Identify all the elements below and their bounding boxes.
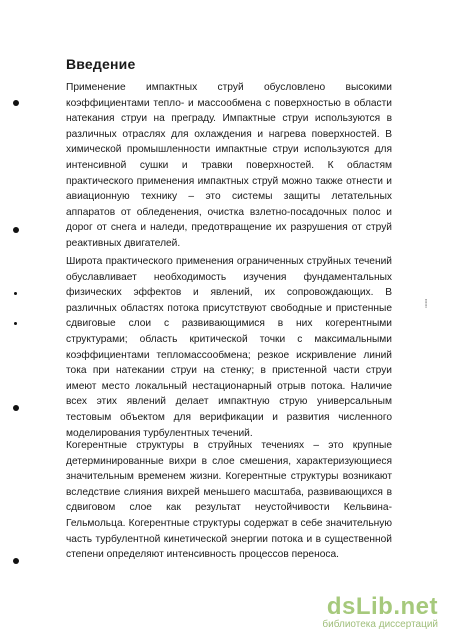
binder-hole-dot xyxy=(13,227,19,233)
paragraph-1: Применение импактных струй обусловлено высокими коэффициентами тепло- и массообмена с поверхностью в области натекания струи на преграду. Импактные струи используются в различных отраслях для охлаждения и нагрева поверхностей. В химической промышленности импактные струи используются для интенсивной сушки и травки поверхностей. К областям практического применения импактных струй можно также отнести и авиационную технику – это системы защиты летательных аппаратов от обледенения, очистка взлетно-посадочных полос и дорог от снега и наледи, предотвращение их разрушения от струй реактивных двигателей. xyxy=(66,82,392,249)
scan-speck-mark: ⸽ xyxy=(425,299,428,308)
watermark-logo: dsLib.net xyxy=(326,593,438,620)
paragraph-3: Когерентные структуры в струйных течениях – это крупные детерминированные вихри в слое смешения, характеризующиеся значительным временем жизни. Когерентные структуры возникают вследствие слияния вихрей меньшего масштаба, развивающихся в сдвиговом слое как результат неустойчивости Кельвина-Гельмольца. Когерентные структуры содержат в себе значительную часть турбулентной кинетической энергии потока и в существенной степени определяют интенсивность процессов переноса. xyxy=(66,440,392,561)
binder-hole-dot xyxy=(13,558,19,564)
watermark-subtitle: библиотека диссертаций xyxy=(322,619,438,630)
binder-hole-dot xyxy=(13,100,19,106)
binder-hole-dot xyxy=(13,405,19,411)
paragraph-2: Широта практического применения ограниченных струйных течений обуславливает необходимость изучения фундаментальных физических эффектов и явлений, их сопровождающих. В различных областях потока присутствуют свободные и пристенные сдвиговые слои с развивающимися в них когерентными структурами; область критической точки с максимальными коэффициентами тепломассообмена; резкое искривление линий тока при натекании струи на стенку; в пристенной части струи имеют место локальный нестационарный отрыв потока. Наличие всех этих явлений делает импактную струю универсальным тестовым объектом для верификации и развития численного моделирования турбулентных течений. xyxy=(66,256,392,439)
binder-hole-dot xyxy=(14,292,17,295)
binder-hole-dot xyxy=(14,322,17,325)
section-heading: Введение xyxy=(66,56,136,72)
watermark xyxy=(310,593,438,633)
